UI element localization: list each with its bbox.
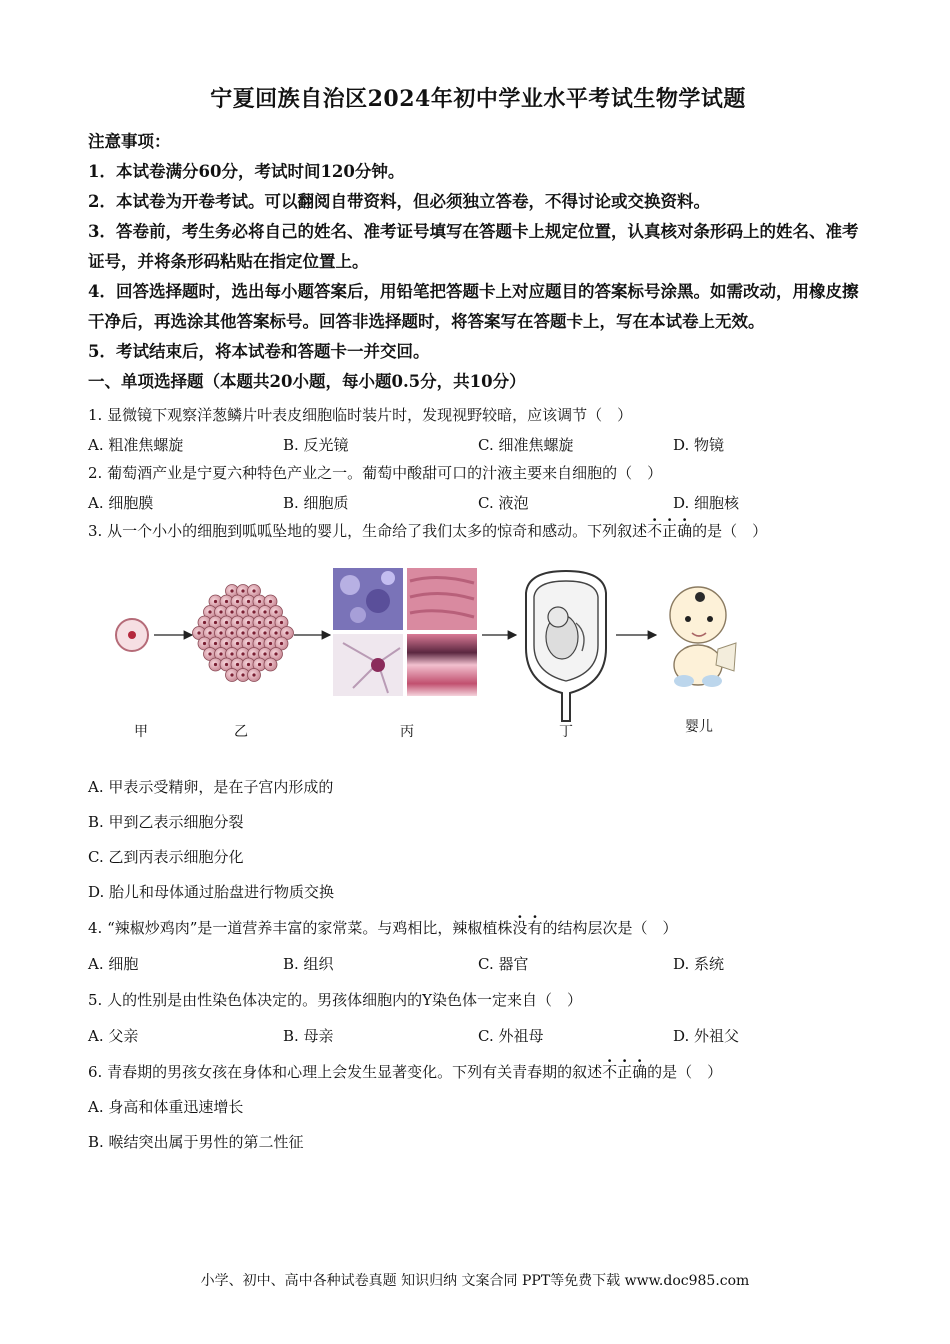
option: B. 甲到乙表示细胞分裂 <box>88 813 244 831</box>
option: C. 细准焦螺旋 <box>478 436 574 454</box>
question-5-options <box>88 1026 868 1046</box>
emphasis-char: 有 <box>527 919 543 937</box>
question-5: 5. 人的性别是由性染色体决定的。男孩体细胞内的Y染色体一定来自（ ） <box>88 991 582 1009</box>
figure-label: 乙 <box>234 724 248 740</box>
option: D. 物镜 <box>673 436 725 454</box>
fetus-in-uterus-icon <box>526 571 606 721</box>
emphasis-char: 不 <box>647 522 663 540</box>
question-text: 的是（ ） <box>647 1063 723 1081</box>
notice-item: 1．本试卷满分60分，考试时间120分钟。 <box>88 162 405 181</box>
option: B. 母亲 <box>283 1027 334 1045</box>
figure-label: 丙 <box>400 724 414 740</box>
option: D. 外祖父 <box>673 1027 740 1045</box>
notice-item: 5．考试结束后，将本试卷和答题卡一并交回。 <box>88 342 430 361</box>
emphasis-char: 没 <box>512 919 528 937</box>
option: A. 父亲 <box>88 1027 139 1045</box>
option: C. 外祖母 <box>478 1027 544 1045</box>
question-1: 1. 显微镜下观察洋葱鳞片叶表皮细胞临时装片时，发现视野较暗，应该调节（ ） <box>88 406 633 424</box>
emphasis-char: 正 <box>617 1063 633 1081</box>
option: A. 粗准焦螺旋 <box>88 436 184 454</box>
question-1-options <box>88 435 868 455</box>
notice-heading: 注意事项： <box>88 132 171 151</box>
emphasis-char: 正 <box>662 522 678 540</box>
option: B. 组织 <box>283 955 334 973</box>
option: A. 细胞 <box>88 955 139 973</box>
option: C. 器官 <box>478 955 529 973</box>
question-4-options <box>88 954 868 974</box>
figure-label: 丁 <box>559 724 573 740</box>
exam-page <box>88 78 868 1152</box>
question-text: 的结构层次是（ ） <box>542 919 678 937</box>
notice-item: 2．本试卷为开卷考试。可以翻阅自带资料，但必须独立答卷，不得讨论或交换资料。 <box>88 192 710 211</box>
cell-cluster-icon <box>193 585 294 682</box>
emphasis-char: 确 <box>632 1063 648 1081</box>
question-text: 的是（ ） <box>692 522 768 540</box>
notice-item: 4．回答选择题时，选出每小题答案后，用铅笔把答题卡上对应题目的答案标号涂黑。如需改动，用橡皮擦干净后，再选涂其他答案标号。回答非选择题时，将答案写在答题卡上，写在本试卷上无效。 <box>88 282 859 331</box>
option: B. 反光镜 <box>283 436 349 454</box>
option: B. 喉结突出属于男性的第二性征 <box>88 1133 304 1151</box>
question-text: 3. 从一个小小的细胞到呱呱坠地的婴儿，生命给了我们太多的惊奇和感动。下列叙述 <box>88 522 648 540</box>
option: A. 甲表示受精卵，是在子宫内形成的 <box>88 778 334 796</box>
question-text: 4. “辣椒炒鸡肉”是一道营养丰富的家常菜。与鸡相比，辣椒植株 <box>88 919 513 937</box>
option: C. 液泡 <box>478 494 529 512</box>
question-6 <box>88 1062 868 1082</box>
emphasis-char: 确 <box>677 522 693 540</box>
option: D. 系统 <box>673 955 725 973</box>
development-figure <box>88 553 868 763</box>
section-heading: 一、单项选择题（本题共20小题，每小题0.5分，共10分） <box>88 372 526 391</box>
emphasis-char: 不 <box>602 1063 618 1081</box>
question-4 <box>88 918 868 938</box>
baby-icon <box>670 587 736 687</box>
option: D. 胎儿和母体通过胎盘进行物质交换 <box>88 883 335 901</box>
page-title: 宁夏回族自治区2024年初中学业水平考试生物学试题 <box>210 86 746 112</box>
question-text: 6. 青春期的男孩女孩在身体和心理上会发生显著变化。下列有关青春期的叙述 <box>88 1063 603 1081</box>
option: A. 细胞膜 <box>88 494 154 512</box>
tissues-icon <box>333 568 477 696</box>
option: D. 细胞核 <box>673 494 740 512</box>
question-2-options <box>88 493 868 513</box>
development-diagram <box>88 553 868 763</box>
page-footer: 小学、初中、高中各种试卷真题 知识归纳 文案合同 PPT等免费下载 www.doc985.com <box>200 1273 750 1289</box>
option: A. 身高和体重迅速增长 <box>88 1098 244 1116</box>
figure-label: 婴儿 <box>685 719 713 735</box>
notice-block <box>88 127 868 367</box>
option: C. 乙到丙表示细胞分化 <box>88 848 244 866</box>
notice-item: 3．答卷前，考生务必将自己的姓名、准考证号填写在答题卡上规定位置，认真核对条形码上的姓名、准考证号，并将条形码粘贴在指定位置上。 <box>88 222 859 271</box>
option: B. 细胞质 <box>283 494 349 512</box>
figure-label: 甲 <box>134 724 148 740</box>
question-2: 2. 葡萄酒产业是宁夏六种特色产业之一。葡萄中酸甜可口的汁液主要来自细胞的（ ） <box>88 464 663 482</box>
question-3 <box>88 521 868 541</box>
zygote-icon <box>116 619 148 651</box>
